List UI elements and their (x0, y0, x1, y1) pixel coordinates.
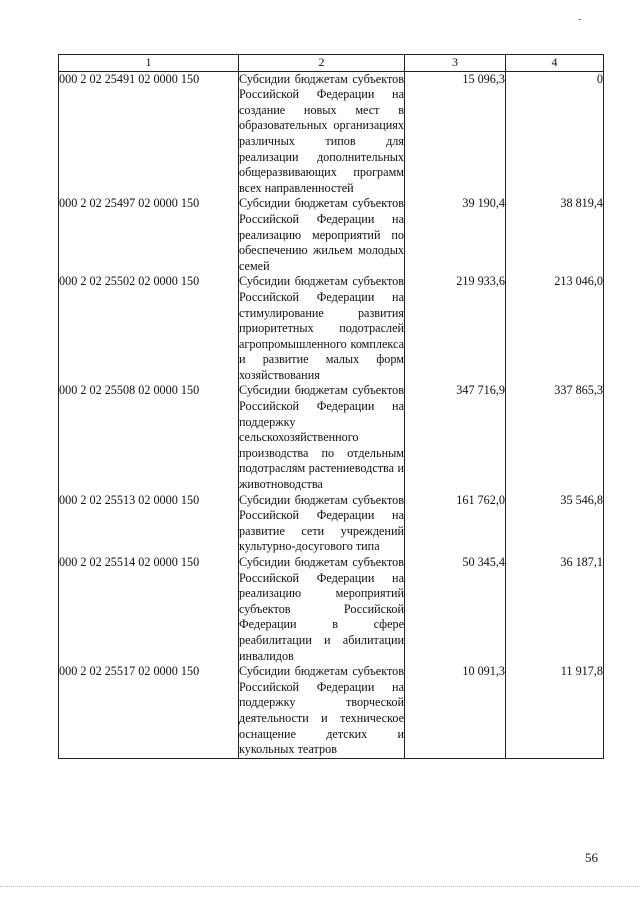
value-col4: 35 546,8 (506, 493, 604, 555)
column-header-1: 1 (59, 55, 239, 72)
row-description: Субсидии бюджетам субъектов Российской Федерации на поддержку сельскохозяйственного производства по отдельным подотраслям растениеводства и животноводства (239, 383, 404, 492)
table-row (59, 274, 604, 383)
budget-table (58, 54, 604, 759)
budget-code: 000 2 02 25514 02 0000 150 (59, 555, 239, 664)
table-header-row (59, 55, 604, 72)
table-row (59, 493, 604, 555)
column-header-3: 3 (405, 55, 506, 72)
value-col3: 15 096,3 (405, 71, 506, 196)
value-col3: 39 190,4 (405, 196, 506, 274)
value-col4: 11 917,8 (506, 664, 604, 758)
row-description: Субсидии бюджетам субъектов Российской Федерации на стимулирование развития приоритетных подотраслей агропромышленного комплекса и развитие малых форм хозяйствования (239, 274, 404, 382)
budget-code: 000 2 02 25497 02 0000 150 (59, 196, 239, 274)
row-description: Субсидии бюджетам субъектов Российской Федерации на развитие сети учреждений культурно-досугового типа (239, 492, 404, 554)
column-header-2: 2 (239, 55, 405, 72)
budget-code: 000 2 02 25513 02 0000 150 (59, 493, 239, 555)
corner-mark: - (578, 14, 582, 25)
row-description: Субсидии бюджетам субъектов Российской Федерации на создание новых мест в образовательных организациях различных типов для реализации дополнительных общеразвивающих программ всех направленностей (239, 71, 404, 195)
table-row (59, 383, 604, 492)
budget-code: 000 2 02 25502 02 0000 150 (59, 274, 239, 383)
row-description: Субсидии бюджетам субъектов Российской Федерации на реализацию мероприятий субъектов Российской Федерации в сфере реабилитации и абилитации инвалидов (239, 555, 404, 663)
value-col3: 10 091,3 (405, 664, 506, 758)
table-row (59, 555, 604, 664)
table-row (59, 71, 604, 196)
page-number: 56 (585, 850, 598, 865)
value-col3: 219 933,6 (405, 274, 506, 383)
budget-code: 000 2 02 25517 02 0000 150 (59, 664, 239, 758)
value-col3: 50 345,4 (405, 555, 506, 664)
row-description: Субсидии бюджетам субъектов Российской Федерации на реализацию мероприятий по обеспечению жильем молодых семей (239, 196, 404, 273)
value-col4: 213 046,0 (506, 274, 604, 383)
value-col3: 161 762,0 (405, 493, 506, 555)
budget-code: 000 2 02 25508 02 0000 150 (59, 383, 239, 492)
budget-code: 000 2 02 25491 02 0000 150 (59, 71, 239, 196)
page-bottom-divider (0, 886, 640, 887)
table-row (59, 196, 604, 274)
value-col4: 337 865,3 (506, 383, 604, 492)
table-row (59, 664, 604, 758)
column-header-4: 4 (506, 55, 604, 72)
value-col4: 36 187,1 (506, 555, 604, 664)
row-description: Субсидии бюджетам субъектов Российской Федерации на поддержку творческой деятельности и техническое оснащение детских и кукольных театров (239, 664, 405, 758)
value-col4: 38 819,4 (506, 196, 604, 274)
value-col3: 347 716,9 (405, 383, 506, 492)
value-col4: 0 (506, 71, 604, 196)
